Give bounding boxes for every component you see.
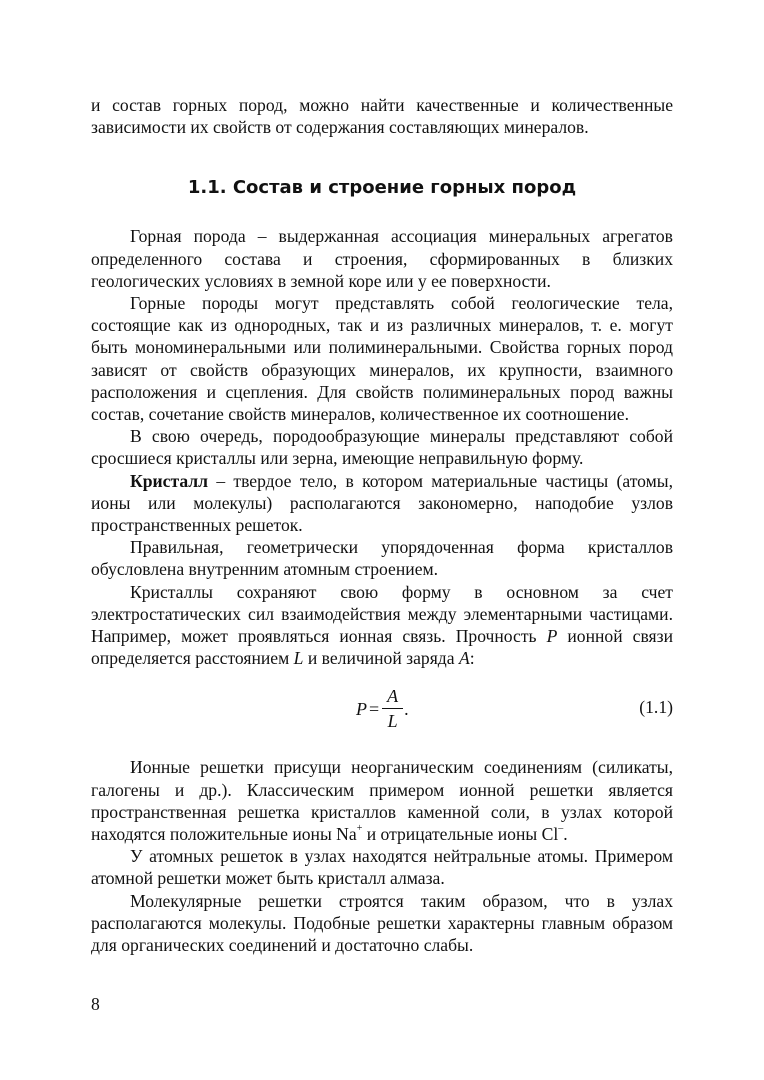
paragraph-text: : (469, 648, 475, 669)
paragraph-continuation (91, 94, 673, 138)
paragraph-definition-rock (91, 225, 673, 292)
paragraph-molecular-lattice (91, 890, 673, 957)
symbol-l: L (293, 648, 304, 669)
formula-fraction (382, 685, 403, 732)
formula-denominator: L (387, 711, 398, 732)
paragraph-text: и величиной заряда (303, 648, 459, 669)
formula (356, 685, 409, 732)
formula-terminator: . (404, 698, 409, 719)
paragraph-text: Правильная, геометрически упорядоченная форма кристаллов обусловлена внутренним атомным строением. (91, 537, 673, 580)
paragraph-text: Горные породы могут представлять собой геологические тела, состоящие как из однородных, так и из различных минералов, т. е. могут быть мономинеральными или полиминеральными. Свойства горных пород зависят от свойств образующих минералов, их крупности, взаимного расположения и сцепления. Для свойств полиминеральных пород важны состав, сочетание свойств минералов, количественное их соотношение. (91, 293, 673, 425)
paragraph-text: У атомных решеток в узлах находятся нейтральные атомы. Примером атомной решетки может быть кристалл алмаза. (91, 846, 673, 889)
page-body (91, 94, 673, 956)
superscript-minus: – (558, 823, 564, 835)
page-number: 8 (91, 994, 100, 1014)
paragraph-text: Ионные решетки присущи неорганическим соединениям (силикаты, галогены и др.). Классическим примером ионной решетки является пространственная решетка кристаллов каменной соли, в узлах которой находятся положительные ионы Na (91, 757, 673, 845)
formula-equals: = (369, 698, 380, 719)
symbol-a: A (458, 648, 470, 669)
equation-number: (1.1) (639, 697, 673, 718)
paragraph-crystal-definition (91, 470, 673, 537)
paragraph-rock-types (91, 292, 673, 425)
paragraph-text: В свою очередь, породообразующие минералы представляют собой сросшиеся кристаллы или зерна, имеющие неправильную форму. (91, 426, 673, 469)
symbol-p: P (546, 626, 558, 647)
formula-numerator: A (382, 685, 403, 709)
paragraph-text: – твердое тело, в котором материальные частицы (атомы, ионы или молекулы) располагаются закономерно, наподобие узлов пространственных решеток. (91, 470, 673, 536)
paragraph-ionic-lattice (91, 756, 673, 845)
paragraph-minerals (91, 425, 673, 469)
superscript-plus: + (356, 823, 363, 835)
paragraph-text: Молекулярные решетки строятся таким образом, что в узлах располагаются молекулы. Подобные решетки характерны главным образом для органических соединений и достаточно слабы. (91, 890, 673, 956)
paragraph-text: ионной связи определяется расстоянием (91, 626, 673, 669)
paragraph-ionic-bond (91, 581, 673, 670)
paragraph-atomic-lattice (91, 845, 673, 889)
paragraph-text: . (563, 824, 568, 845)
formula-lhs: P (356, 698, 367, 719)
paragraph-crystal-form (91, 536, 673, 580)
paragraph-text: и состав горных пород, можно найти качественные и количественные зависимости их свойств от содержания составляющих минералов. (91, 95, 673, 138)
equation-1-1 (91, 679, 673, 743)
paragraph-text: Кристаллы сохраняют свою форму в основном за счет электростатических сил взаимодействия между элементарными частицами. Например, может проявляться ионная связь. Прочность (91, 581, 673, 647)
section-heading: 1.1. Состав и строение горных пород (187, 177, 577, 199)
paragraph-text: и отрицательные ионы Cl (362, 824, 559, 845)
term-crystal: Кристалл (130, 470, 209, 491)
paragraph-text: Горная порода – выдержанная ассоциация минеральных агрегатов определенного состава и строения, сформированных в близких геологических условиях в земной коре или у ее поверхности. (91, 226, 673, 291)
